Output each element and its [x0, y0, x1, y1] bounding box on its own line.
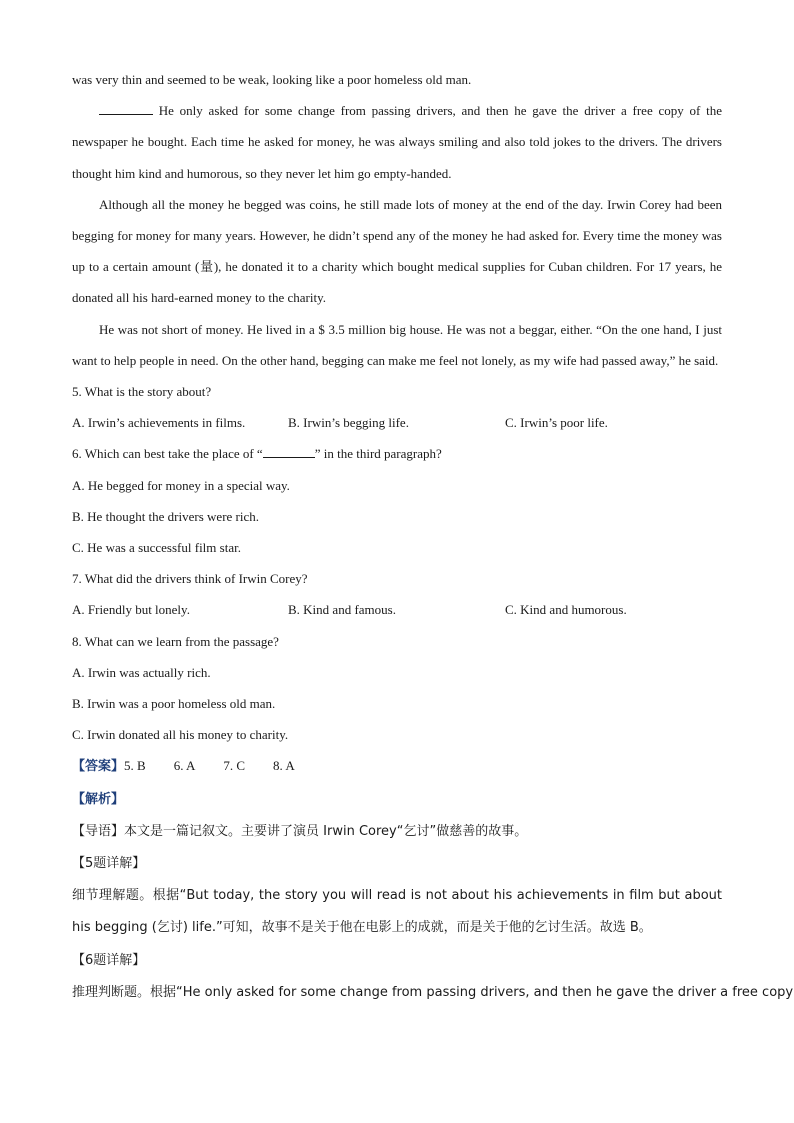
passage-line-top: was very thin and seemed to be weak, looking like a poor homeless old man.	[72, 72, 472, 87]
answer-item: 7. C	[223, 758, 246, 774]
intro-tag: 【导语】	[72, 823, 125, 839]
answer-blank	[99, 101, 153, 115]
option-c: C. Kind and humorous.	[505, 602, 627, 618]
option-b: B. Irwin was a poor homeless old man.	[72, 696, 276, 712]
option-a: A. Friendly but lonely.	[72, 602, 190, 618]
question-5-options	[72, 407, 722, 438]
option-c: C. Irwin’s poor life.	[505, 415, 608, 431]
answer-item: 5. B	[124, 758, 146, 774]
option-a: A. He begged for money in a special way.	[72, 477, 290, 493]
passage-paragraph-3: Although all the money he begged was coins, he still made lots of money at the end of the day. Irwin Corey had been begging for money for many years. However, he didn’t spend any of the money he had asked for. Every time the money was up to a certain amount (量), he donated it to a charity which bought medical supplies for Cuban children. For 17 years, he donated all his hard-earned money to the charity.	[72, 196, 722, 306]
question-5-stem: 5. What is the story about?	[72, 384, 212, 400]
question-blank	[263, 444, 315, 458]
option-a: A. Irwin was actually rich.	[72, 664, 211, 680]
answer-item: 8. A	[273, 758, 295, 774]
analysis-intro: 【导语】本文是一篇记叙文。主要讲了演员 Irwin Corey“乞讨”做慈善的故事。	[72, 823, 528, 839]
answer-line	[72, 750, 722, 782]
document-page	[72, 64, 794, 1008]
option-c: C. He was a successful film star.	[72, 540, 241, 556]
passage-paragraph-2: He only asked for some change from passing drivers, and then he gave the driver a free copy of the newspaper he bought. Each time he asked for money, he was always smiling and also told jokes to the drivers. The drivers thought him kind and humorous, so they never let him go empty-handed.	[72, 103, 722, 181]
option-b: B. Kind and famous.	[288, 602, 396, 618]
option-c: C. Irwin donated all his money to charity.	[72, 727, 289, 743]
passage-paragraph-4: He was not short of money. He lived in a $ 3.5 million big house. He was not a beggar, either. “On the one hand, I just want to help people in need. On the other hand, begging can make me feel not lonely, as my wife had passed away,” he said.	[72, 321, 722, 368]
question-7-stem: 7. What did the drivers think of Irwin Corey?	[72, 571, 308, 587]
detail-5-heading: 【5题详解】	[72, 856, 146, 872]
detail-6-heading: 【6题详解】	[72, 952, 146, 968]
question-7-options	[72, 594, 722, 625]
question-6-stem: 6. Which can best take the place of “ ” in the third paragraph?	[72, 446, 442, 462]
question-8-stem: 8. What can we learn from the passage?	[72, 633, 279, 649]
option-a: A. Irwin’s achievements in films.	[72, 415, 246, 431]
detail-6-text: 推理判断题。根据“He only asked for some change from passing drivers, and then he gave the driver a free copy	[72, 984, 794, 1000]
answer-tag: 【答案】	[72, 759, 125, 775]
detail-5-text: 细节理解题。根据“But today, the story you will read is not about his achievements in film but about his begging (乞讨) life.”可知，故事不是关于他在电影上的成就，而是关于他的乞讨生活。故选 B。	[72, 888, 722, 936]
analysis-heading: 【解析】	[72, 791, 125, 807]
option-b: B. Irwin’s begging life.	[288, 415, 409, 431]
answer-item: 6. A	[173, 758, 196, 774]
option-b: B. He thought the drivers were rich.	[72, 508, 260, 524]
